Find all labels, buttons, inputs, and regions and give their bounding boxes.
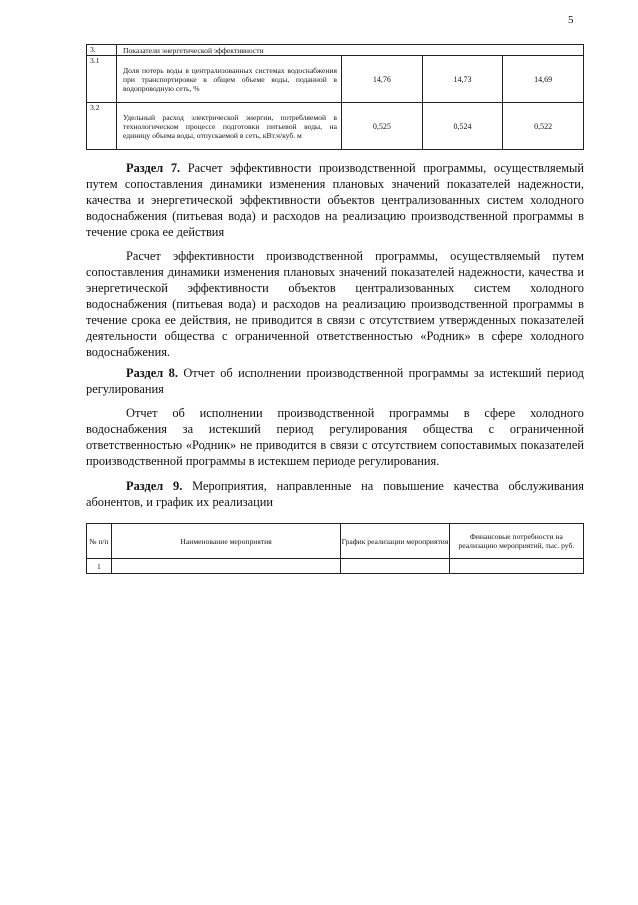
finance-cell [449,559,583,574]
measure-name-cell [111,559,340,574]
page-number: 5 [568,14,574,26]
section-title: Показатели энергетической эффективности [117,45,584,56]
section-number: 3. [87,45,117,56]
table-section-row [87,45,584,56]
section7-title: Расчет эффективности производственной программы, осуществляемый путем сопоставления динамики изменения плановых значений показателей надежности, качества и энергетической эффективности объектов централизованных систем холодного водоснабжения (питьевая вода) и расходов на реализацию производственной программы в течение срока ее действия [86,161,584,239]
energy-efficiency-table [86,44,584,150]
indicator-name: Удельный расход электрической энергии, потребляемой в технологическом процессе подготовки питьевой воды, на единицу объема воды, отпускаемой в сеть, кВт.ч/куб. м [117,103,342,150]
schedule-cell [341,559,449,574]
section8-text: Отчет об исполнении производственной программы в сфере холодного водоснабжения за истекший период регулирования общества с ограниченной ответственностью «Родник» не приводится в связи с отсутствием сопоставимых показателей производственной программы в истекшем периоде регулирования. [86,406,584,468]
table-row [87,103,584,150]
indicator-name: Доля потерь воды в централизованных системах водоснабжения при транспортировке в общем объеме воды, поданной в водопроводную сеть, % [117,56,342,103]
col-header-number: № п/п [87,524,112,559]
value-cell: 14,73 [422,56,503,103]
section9-heading [86,478,584,510]
section9-title: Мероприятия, направленные на повышение качества обслуживания абонентов, и график их реализации [86,479,584,509]
table-header-row [87,524,584,559]
section7-body [86,248,584,360]
value-cell: 14,76 [342,56,423,103]
table-row [87,56,584,103]
section8-heading [86,365,584,397]
section8-body [86,405,584,469]
col-header-schedule: График реализации мероприятия [341,524,449,559]
row-number: 1 [87,559,112,574]
section7-text: Расчет эффективности производственной программы, осуществляемый путем сопоставления динамики изменения плановых значений показателей надежности, качества и энергетической эффективности объектов централизованных систем холодного водоснабжения (питьевая вода) и расходов на реализацию производственной программы в течение срока ее действия, не приводится в связи с отсутствием утвержденных показателей деятельности общества с ограниченной ответственностью «Родник» в сфере холодного водоснабжения. [86,249,584,359]
col-header-finance: Финансовые потребности на реализацию мероприятий, тыс. руб. [449,524,583,559]
section8-label: Раздел 8. [126,366,178,380]
section8-title: Отчет об исполнении производственной программы за истекший период регулирования [86,366,584,396]
value-cell: 0,524 [422,103,503,150]
section7-label: Раздел 7. [126,161,181,175]
section7-heading [86,160,584,240]
value-cell: 0,522 [503,103,584,150]
row-number: 3.2 [87,103,117,150]
section9-label: Раздел 9. [126,479,183,493]
col-header-name: Наименование мероприятия [111,524,340,559]
measures-table [86,523,584,574]
row-number: 3.1 [87,56,117,103]
table-row [87,559,584,574]
value-cell: 14,69 [503,56,584,103]
value-cell: 0,525 [342,103,423,150]
